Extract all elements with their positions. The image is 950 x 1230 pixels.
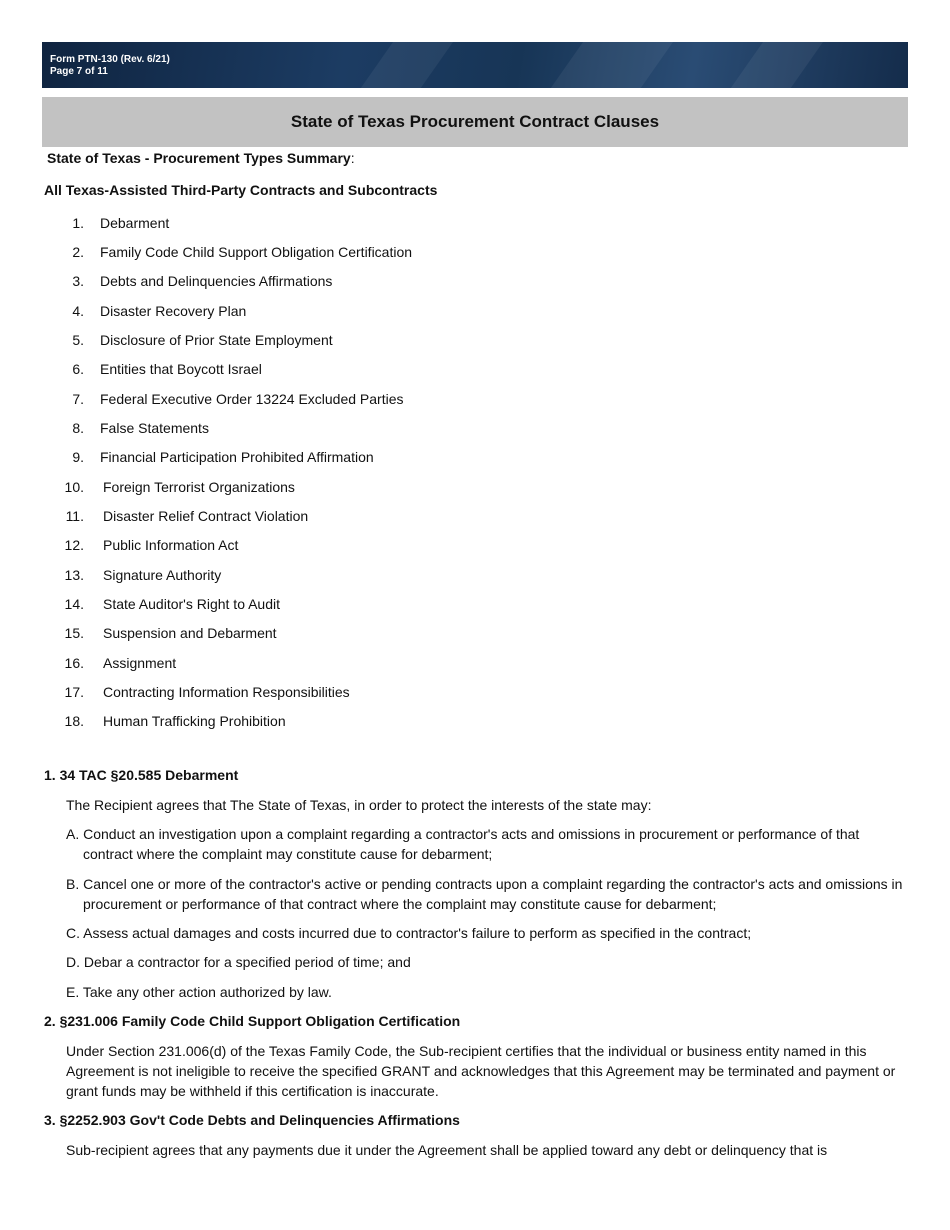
page-title: State of Texas Procurement Contract Clauses (290, 112, 660, 131)
clause-3-body: Sub-recipient agrees that any payments due it under the Agreement shall be applied toward any debt or delinquency that is (66, 1142, 828, 1158)
clause-1-item-b: B. Cancel one or more of the contractor's active or pending contracts upon a complaint regarding the contractor's acts and omissions in procurement or performance of that contract where the complaint may constitute cause for debarment; (66, 876, 903, 912)
header-decoration (337, 42, 467, 88)
title-band (42, 97, 908, 147)
clause-1-item-d: D. Debar a contractor for a specified period of time; and (66, 954, 411, 970)
clause-1-intro: The Recipient agrees that The State of Texas, in order to protect the interests of the state may: (66, 797, 652, 813)
form-id: Form PTN-130 (Rev. 6/21) (50, 54, 170, 65)
clause-1-item-a: A. Conduct an investigation upon a complaint regarding a contractor's acts and omissions in procurement or performance of that contract where the complaint may constitute cause for debarment; (66, 826, 860, 862)
summary-subheading: All Texas-Assisted Third-Party Contracts and Subcontracts (44, 182, 438, 198)
form-meta (50, 54, 170, 78)
clause-1-item-c: C. Assess actual damages and costs incurred due to contractor's failure to perform as specified in the contract; (66, 925, 752, 941)
page-number: Page 7 of 11 (50, 66, 108, 77)
summary-label: State of Texas - Procurement Types Summary (47, 150, 351, 166)
header-decoration (527, 42, 687, 88)
summary-heading (47, 149, 355, 167)
header-decoration (707, 42, 837, 88)
clause-2-title: 2. §231.006 Family Code Child Support Obligation Certification (44, 1013, 461, 1029)
clause-2-body: Under Section 231.006(d) of the Texas Family Code, the Sub-recipient certifies that the individual or business entity named in this Agreement is not ineligible to receive the specified GRANT and acknowledges that this Agreement may be terminated and payment or grant funds may be withheld if this certification is inaccurate. (66, 1043, 896, 1099)
clause-1-title: 1. 34 TAC §20.585 Debarment (44, 767, 239, 783)
form-header-bar (42, 42, 908, 88)
summary-label-suffix: : (350, 150, 355, 166)
clause-1-item-e: E. Take any other action authorized by law. (66, 984, 332, 1000)
clause-3-title: 3. §2252.903 Gov't Code Debts and Delinquencies Affirmations (44, 1112, 460, 1128)
